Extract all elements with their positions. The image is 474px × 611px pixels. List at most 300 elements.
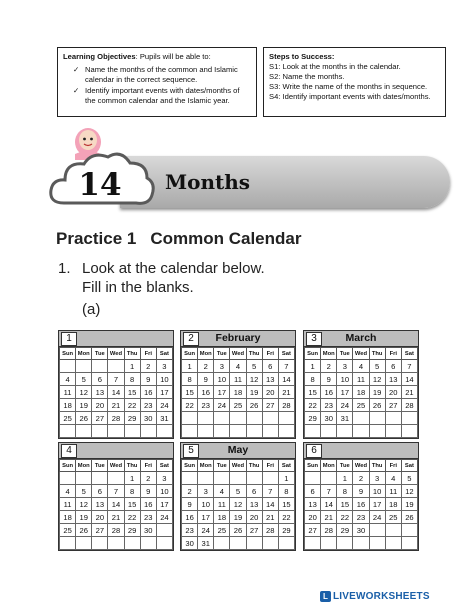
calendar-table — [181, 459, 295, 550]
week-row — [60, 399, 173, 412]
calendar-month-1 — [58, 330, 174, 439]
day-cell: 27 — [262, 399, 278, 412]
day-cell: 13 — [246, 498, 262, 511]
chapter-number: 14 — [78, 167, 122, 203]
weekday-label: Fri — [140, 348, 156, 360]
day-cell — [198, 412, 214, 425]
day-cell — [108, 472, 124, 485]
day-cell: 6 — [92, 373, 108, 386]
day-cell — [385, 524, 401, 537]
day-cell — [108, 360, 124, 373]
day-cell — [76, 537, 92, 550]
weekday-label: Sun — [182, 460, 198, 472]
day-cell — [156, 537, 172, 550]
day-cell: 6 — [385, 360, 401, 373]
day-cell: 21 — [321, 511, 337, 524]
calendar-table — [59, 347, 173, 438]
weekday-label: Wed — [108, 460, 124, 472]
day-cell — [353, 412, 369, 425]
day-cell: 16 — [140, 386, 156, 399]
day-cell — [214, 412, 230, 425]
day-cell: 10 — [156, 485, 172, 498]
day-cell: 15 — [182, 386, 198, 399]
day-cell: 3 — [214, 360, 230, 373]
footer-brand: LIVEWORKSHEETS — [333, 591, 430, 602]
day-cell: 1 — [337, 472, 353, 485]
day-cell: 27 — [92, 524, 108, 537]
week-row — [60, 386, 173, 399]
weekday-label: Fri — [262, 460, 278, 472]
day-cell: 2 — [140, 472, 156, 485]
day-cell — [337, 537, 353, 550]
part-label: (a) — [82, 301, 101, 318]
day-cell: 20 — [92, 511, 108, 524]
week-row — [182, 511, 295, 524]
day-cell: 7 — [108, 373, 124, 386]
day-cell: 7 — [262, 485, 278, 498]
practice-label: Practice 1 — [56, 229, 137, 248]
weekday-label: Tue — [92, 348, 108, 360]
day-cell: 17 — [337, 386, 353, 399]
calendar-table — [181, 347, 295, 438]
day-cell: 8 — [305, 373, 321, 386]
week-row — [60, 360, 173, 373]
day-cell — [353, 537, 369, 550]
weekday-label: Sun — [182, 348, 198, 360]
day-cell: 12 — [76, 498, 92, 511]
objectives-heading: Learning Objectives — [63, 52, 136, 61]
day-cell — [385, 412, 401, 425]
day-cell: 11 — [60, 498, 76, 511]
day-cell — [182, 472, 198, 485]
day-cell — [76, 360, 92, 373]
day-cell — [262, 537, 278, 550]
day-cell: 6 — [92, 485, 108, 498]
day-cell: 14 — [262, 498, 278, 511]
day-cell: 9 — [353, 485, 369, 498]
day-cell: 9 — [140, 373, 156, 386]
weekday-header-row — [182, 348, 295, 360]
week-row — [60, 498, 173, 511]
day-cell: 11 — [385, 485, 401, 498]
day-cell: 2 — [321, 360, 337, 373]
objective-item: ✓ Name the months of the common and Islamic calendar in the correct sequence. — [73, 65, 238, 85]
weekday-label: Sat — [278, 460, 294, 472]
day-cell: 13 — [262, 373, 278, 386]
day-cell: 8 — [278, 485, 294, 498]
day-cell — [214, 537, 230, 550]
liveworksheets-logo-icon: L — [320, 591, 331, 602]
day-cell: 17 — [156, 386, 172, 399]
month-name-field[interactable]: February — [215, 332, 261, 344]
check-icon: ✓ — [73, 65, 80, 75]
day-cell — [198, 425, 214, 438]
month-number: 5 — [183, 444, 199, 458]
day-cell — [353, 425, 369, 438]
day-cell — [92, 472, 108, 485]
day-cell: 23 — [321, 399, 337, 412]
day-cell: 18 — [60, 511, 76, 524]
day-cell: 21 — [278, 386, 294, 399]
day-cell: 9 — [140, 485, 156, 498]
day-cell: 19 — [246, 386, 262, 399]
day-cell: 22 — [337, 511, 353, 524]
day-cell: 2 — [198, 360, 214, 373]
day-cell — [214, 472, 230, 485]
day-cell: 28 — [262, 524, 278, 537]
day-cell — [140, 537, 156, 550]
day-cell — [182, 425, 198, 438]
week-row — [305, 399, 418, 412]
day-cell: 5 — [76, 373, 92, 386]
day-cell: 14 — [108, 386, 124, 399]
day-cell: 16 — [140, 498, 156, 511]
day-cell: 7 — [321, 485, 337, 498]
day-cell: 23 — [182, 524, 198, 537]
weekday-label: Fri — [262, 348, 278, 360]
day-cell — [140, 425, 156, 438]
day-cell — [92, 360, 108, 373]
day-cell: 30 — [182, 537, 198, 550]
day-cell — [108, 425, 124, 438]
weekday-label: Tue — [214, 460, 230, 472]
day-cell: 17 — [369, 498, 385, 511]
day-cell — [262, 472, 278, 485]
day-cell: 13 — [305, 498, 321, 511]
practice-heading — [56, 229, 301, 249]
day-cell: 30 — [140, 524, 156, 537]
week-row — [182, 537, 295, 550]
day-cell: 18 — [385, 498, 401, 511]
day-cell — [337, 425, 353, 438]
day-cell: 2 — [353, 472, 369, 485]
step-item: S1: Look at the months in the calendar. — [269, 62, 401, 72]
week-row — [305, 386, 418, 399]
weekday-label: Wed — [108, 348, 124, 360]
weekday-label: Wed — [353, 348, 369, 360]
weekday-label: Mon — [321, 460, 337, 472]
weekday-label: Mon — [321, 348, 337, 360]
day-cell: 21 — [108, 511, 124, 524]
day-cell: 9 — [321, 373, 337, 386]
weekday-label: Sun — [305, 460, 321, 472]
day-cell: 11 — [60, 386, 76, 399]
weekday-label: Mon — [198, 348, 214, 360]
week-row — [305, 537, 418, 550]
day-cell: 30 — [321, 412, 337, 425]
month-name-field[interactable]: March — [345, 332, 377, 344]
day-cell — [246, 537, 262, 550]
day-cell — [124, 537, 140, 550]
day-cell: 4 — [230, 360, 246, 373]
day-cell: 29 — [278, 524, 294, 537]
day-cell: 24 — [369, 511, 385, 524]
month-number: 2 — [183, 332, 199, 346]
day-cell: 1 — [124, 472, 140, 485]
weekday-label: Tue — [337, 460, 353, 472]
day-cell: 20 — [385, 386, 401, 399]
week-row — [182, 412, 295, 425]
weekday-label: Thu — [124, 460, 140, 472]
day-cell: 24 — [337, 399, 353, 412]
week-row — [305, 524, 418, 537]
day-cell: 3 — [369, 472, 385, 485]
day-cell: 29 — [124, 412, 140, 425]
weekday-label: Sat — [156, 348, 172, 360]
day-cell: 26 — [401, 511, 417, 524]
week-row — [305, 511, 418, 524]
day-cell: 23 — [140, 511, 156, 524]
day-cell: 21 — [401, 386, 417, 399]
day-cell — [92, 425, 108, 438]
day-cell — [60, 472, 76, 485]
week-row — [60, 373, 173, 386]
learning-objectives-box — [57, 47, 257, 117]
day-cell: 4 — [353, 360, 369, 373]
day-cell: 14 — [108, 498, 124, 511]
day-cell: 29 — [337, 524, 353, 537]
day-cell — [124, 425, 140, 438]
day-cell: 6 — [246, 485, 262, 498]
day-cell: 26 — [246, 399, 262, 412]
day-cell: 8 — [337, 485, 353, 498]
day-cell: 4 — [60, 373, 76, 386]
day-cell — [401, 425, 417, 438]
day-cell: 5 — [246, 360, 262, 373]
day-cell: 15 — [305, 386, 321, 399]
day-cell: 28 — [321, 524, 337, 537]
day-cell: 19 — [369, 386, 385, 399]
month-name-field[interactable]: May — [227, 444, 249, 456]
day-cell: 17 — [156, 498, 172, 511]
weekday-label: Wed — [353, 460, 369, 472]
day-cell: 3 — [198, 485, 214, 498]
week-row — [182, 498, 295, 511]
day-cell: 16 — [182, 511, 198, 524]
day-cell: 9 — [198, 373, 214, 386]
cloud-icon — [46, 143, 158, 217]
week-row — [305, 412, 418, 425]
day-cell — [278, 412, 294, 425]
weekday-label: Wed — [230, 460, 246, 472]
week-row — [60, 425, 173, 438]
day-cell — [305, 425, 321, 438]
day-cell: 5 — [230, 485, 246, 498]
day-cell: 25 — [353, 399, 369, 412]
day-cell: 24 — [156, 399, 172, 412]
chapter-title: Months — [165, 170, 251, 194]
day-cell: 25 — [214, 524, 230, 537]
day-cell: 10 — [156, 373, 172, 386]
day-cell: 22 — [124, 511, 140, 524]
day-cell: 10 — [337, 373, 353, 386]
day-cell: 29 — [305, 412, 321, 425]
day-cell: 16 — [353, 498, 369, 511]
calendar-table — [304, 459, 418, 550]
day-cell — [92, 537, 108, 550]
day-cell: 22 — [124, 399, 140, 412]
day-cell — [108, 537, 124, 550]
day-cell: 31 — [337, 412, 353, 425]
month-number: 6 — [306, 444, 322, 458]
practice-title: Common Calendar — [150, 229, 302, 248]
week-row — [182, 386, 295, 399]
day-cell: 2 — [140, 360, 156, 373]
weekday-label: Fri — [140, 460, 156, 472]
day-cell: 19 — [76, 511, 92, 524]
day-cell: 21 — [262, 511, 278, 524]
day-cell — [230, 412, 246, 425]
day-cell: 28 — [108, 412, 124, 425]
weekday-header-row — [305, 460, 418, 472]
day-cell: 1 — [305, 360, 321, 373]
day-cell — [262, 412, 278, 425]
day-cell: 18 — [60, 399, 76, 412]
day-cell: 9 — [182, 498, 198, 511]
calendar-month-6 — [303, 442, 419, 551]
day-cell — [369, 425, 385, 438]
day-cell: 7 — [401, 360, 417, 373]
day-cell: 20 — [246, 511, 262, 524]
weekday-label: Mon — [76, 460, 92, 472]
day-cell — [198, 472, 214, 485]
day-cell — [246, 412, 262, 425]
day-cell: 5 — [401, 472, 417, 485]
day-cell — [182, 412, 198, 425]
weekday-label: Thu — [124, 348, 140, 360]
calendar-header — [181, 443, 295, 459]
day-cell: 27 — [246, 524, 262, 537]
day-cell: 11 — [353, 373, 369, 386]
day-cell — [278, 537, 294, 550]
day-cell: 3 — [156, 360, 172, 373]
day-cell: 19 — [230, 511, 246, 524]
month-number: 3 — [306, 332, 322, 346]
day-cell: 5 — [76, 485, 92, 498]
day-cell — [60, 360, 76, 373]
day-cell: 17 — [214, 386, 230, 399]
day-cell: 15 — [124, 386, 140, 399]
month-number: 4 — [61, 444, 77, 458]
day-cell: 1 — [278, 472, 294, 485]
question — [58, 259, 265, 297]
day-cell — [230, 425, 246, 438]
weekday-header-row — [305, 348, 418, 360]
day-cell: 12 — [369, 373, 385, 386]
week-row — [182, 373, 295, 386]
week-row — [60, 524, 173, 537]
day-cell: 8 — [124, 373, 140, 386]
steps-to-success-box — [263, 47, 446, 117]
week-row — [305, 498, 418, 511]
day-cell — [262, 425, 278, 438]
day-cell: 3 — [337, 360, 353, 373]
calendar-month-3 — [303, 330, 419, 439]
objectives-intro: : Pupils will be able to: — [135, 52, 211, 61]
day-cell: 4 — [385, 472, 401, 485]
weekday-label: Fri — [385, 460, 401, 472]
day-cell: 26 — [230, 524, 246, 537]
objective-item: ✓ Identify important events with dates/months of the common calendar and the Islamic year. — [73, 86, 240, 106]
day-cell: 26 — [76, 524, 92, 537]
day-cell: 16 — [198, 386, 214, 399]
day-cell: 14 — [401, 373, 417, 386]
question-number: 1. — [58, 260, 71, 277]
day-cell — [369, 537, 385, 550]
day-cell — [385, 425, 401, 438]
week-row — [60, 472, 173, 485]
day-cell — [305, 472, 321, 485]
week-row — [60, 511, 173, 524]
week-row — [305, 425, 418, 438]
calendar-header — [59, 443, 173, 459]
day-cell: 12 — [76, 386, 92, 399]
day-cell: 7 — [278, 360, 294, 373]
day-cell: 26 — [76, 412, 92, 425]
day-cell: 12 — [246, 373, 262, 386]
day-cell: 11 — [230, 373, 246, 386]
day-cell — [76, 472, 92, 485]
day-cell — [60, 537, 76, 550]
day-cell: 26 — [369, 399, 385, 412]
day-cell: 8 — [182, 373, 198, 386]
objectives-list — [63, 65, 251, 106]
day-cell: 25 — [385, 511, 401, 524]
weekday-label: Thu — [369, 460, 385, 472]
day-cell — [321, 425, 337, 438]
day-cell: 10 — [198, 498, 214, 511]
day-cell: 27 — [305, 524, 321, 537]
day-cell — [321, 472, 337, 485]
day-cell — [156, 524, 172, 537]
calendar-month-5 — [180, 442, 296, 551]
step-item: S3: Write the name of the months in sequence. — [269, 82, 428, 92]
check-icon: ✓ — [73, 86, 80, 96]
weekday-label: Fri — [385, 348, 401, 360]
calendar-header — [304, 443, 418, 459]
day-cell: 31 — [156, 412, 172, 425]
day-cell: 27 — [92, 412, 108, 425]
day-cell: 19 — [76, 399, 92, 412]
day-cell: 3 — [156, 472, 172, 485]
weekday-label: Mon — [76, 348, 92, 360]
weekday-header-row — [60, 460, 173, 472]
day-cell — [230, 472, 246, 485]
day-cell: 25 — [230, 399, 246, 412]
day-cell: 25 — [60, 412, 76, 425]
day-cell: 8 — [124, 485, 140, 498]
day-cell: 2 — [182, 485, 198, 498]
weekday-label: Thu — [246, 460, 262, 472]
calendar-month-4 — [58, 442, 174, 551]
week-row — [182, 425, 295, 438]
weekday-header-row — [182, 460, 295, 472]
day-cell: 17 — [198, 511, 214, 524]
day-cell — [278, 425, 294, 438]
day-cell: 24 — [214, 399, 230, 412]
week-row — [182, 524, 295, 537]
week-row — [182, 399, 295, 412]
steps-heading: Steps to Success: — [269, 52, 335, 61]
weekday-label: Sun — [60, 348, 76, 360]
day-cell — [401, 524, 417, 537]
step-item: S4: Identify important events with dates/months. — [269, 92, 431, 102]
day-cell: 15 — [337, 498, 353, 511]
day-cell: 29 — [124, 524, 140, 537]
day-cell: 7 — [108, 485, 124, 498]
liveworksheets-footer — [320, 591, 430, 602]
weekday-label: Tue — [337, 348, 353, 360]
